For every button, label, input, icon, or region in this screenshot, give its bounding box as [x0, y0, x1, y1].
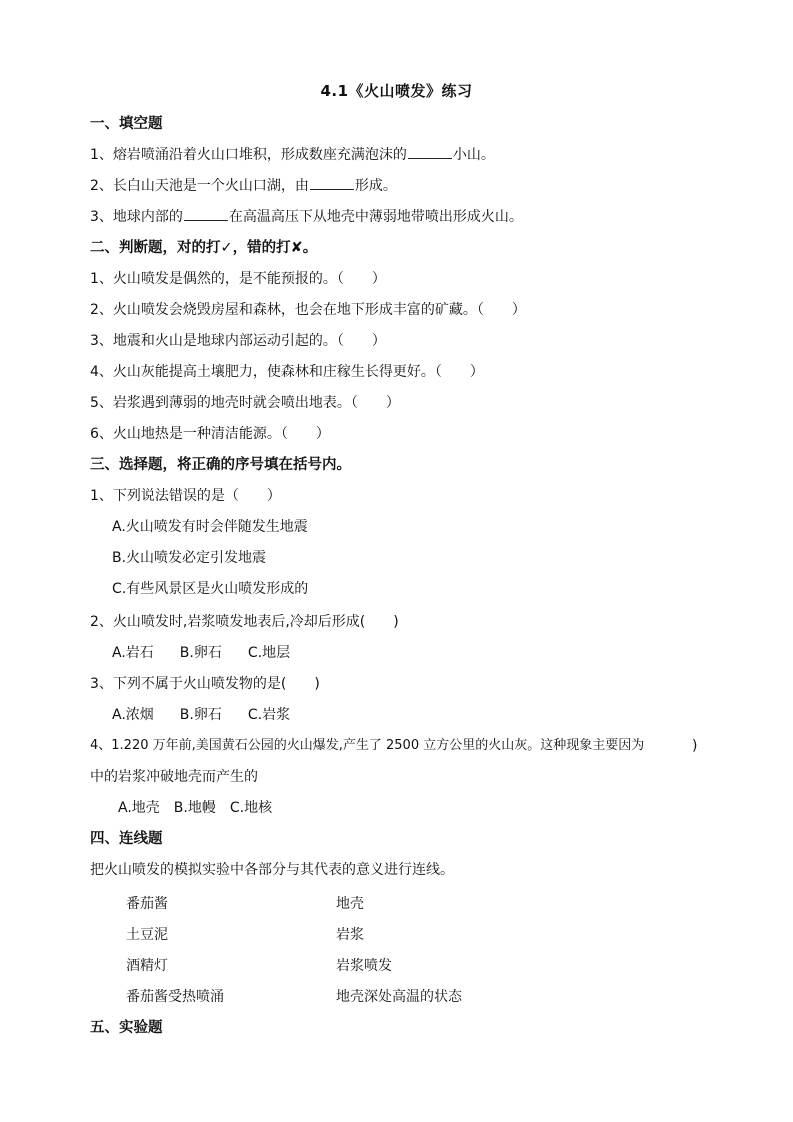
fill-question-1	[90, 145, 495, 165]
choice-2-option-c: C.地层	[247, 645, 291, 661]
judge-question-2: 2、火山喷发会烧毁房屋和森林，也会在地下形成丰富的矿藏。（ ）	[90, 302, 526, 318]
choice-1-option-a: A.火山喷发有时会伴随发生地震	[112, 519, 308, 535]
fill-question-1-text: 1、熔岩喷涌沿着火山口堆积，形成数座充满泡沫的	[90, 147, 407, 163]
answer-blank[interactable]	[310, 176, 354, 190]
choice-question-1: 1、下列说法错误的是（ ）	[90, 488, 281, 504]
choice-4-options	[118, 798, 272, 818]
section-fill-heading: 一、填空题	[90, 116, 163, 132]
match-instructions: 把火山喷发的模拟实验中各部分与其代表的意义进行连线。	[90, 862, 454, 878]
match-left-item[interactable]: 酒精灯	[126, 958, 168, 974]
section-judge-heading: 二、判断题，对的打✓，错的打✘。	[90, 240, 318, 256]
section-experiment-heading: 五、实验题	[90, 1020, 163, 1036]
choice-question-4-paren: )	[692, 738, 698, 754]
fill-question-2-end: 形成。	[354, 178, 397, 194]
fill-question-2	[90, 176, 397, 196]
match-right-item[interactable]: 岩浆	[336, 927, 364, 943]
match-right-item[interactable]: 地壳	[336, 896, 364, 912]
match-left-item[interactable]: 番茄酱受热喷涌	[126, 989, 224, 1005]
choice-3-options	[112, 705, 290, 725]
answer-blank[interactable]	[408, 145, 452, 159]
choice-2-options	[112, 643, 290, 663]
choice-4-option-b: B.地幔	[173, 800, 216, 816]
match-right-item[interactable]: 地壳深处高温的状态	[336, 989, 462, 1005]
fill-question-1-end: 小山。	[452, 147, 495, 163]
match-right-item[interactable]: 岩浆喷发	[336, 958, 392, 974]
choice-2-option-a: A.岩石	[112, 645, 154, 661]
page-title: 4.1《火山喷发》练习	[320, 82, 473, 100]
choice-1-option-b: B.火山喷发必定引发地震	[112, 550, 267, 566]
fill-question-3-text: 3、地球内部的	[90, 209, 183, 225]
judge-question-6: 6、火山地热是一种清洁能源。（ ）	[90, 426, 330, 442]
judge-question-3: 3、地震和火山是地球内部运动引起的。（ ）	[90, 333, 386, 349]
choice-2-option-b: B.卵石	[179, 645, 222, 661]
match-left-item[interactable]: 土豆泥	[126, 927, 168, 943]
choice-question-2: 2、火山喷发时,岩浆喷发地表后,冷却后形成( )	[90, 614, 399, 630]
fill-question-3	[90, 207, 523, 227]
choice-4-option-c: C.地核	[229, 800, 273, 816]
answer-blank[interactable]	[184, 207, 228, 221]
choice-1-option-c: C.有些风景区是火山喷发形成的	[112, 581, 309, 597]
fill-question-3-end: 在高温高压下从地壳中薄弱地带喷出形成火山。	[228, 209, 523, 225]
match-left-item[interactable]: 番茄酱	[126, 896, 168, 912]
choice-3-option-b: B.卵石	[179, 707, 222, 723]
section-choice-heading: 三、选择题，将正确的序号填在括号内。	[90, 457, 351, 473]
judge-question-1: 1、火山喷发是偶然的，是不能预报的。（ ）	[90, 271, 386, 287]
choice-question-3: 3、下列不属于火山喷发物的是( )	[90, 676, 320, 692]
choice-3-option-a: A.浓烟	[112, 707, 154, 723]
choice-4-option-a: A.地壳	[118, 800, 160, 816]
section-match-heading: 四、连线题	[90, 831, 163, 847]
choice-question-4-cont: 中的岩浆冲破地壳而产生的	[90, 769, 258, 785]
choice-question-4: 4、1.220 万年前,美国黄石公园的火山爆发,产生了 2500 立方公里的火山灰。这种现象主要因为	[90, 738, 645, 753]
judge-question-4: 4、火山灰能提高土壤肥力，使森林和庄稼生长得更好。（ ）	[90, 364, 484, 380]
choice-3-option-c: C.岩浆	[247, 707, 291, 723]
fill-question-2-text: 2、长白山天池是一个火山口湖，由	[90, 178, 309, 194]
judge-question-5: 5、岩浆遇到薄弱的地壳时就会喷出地表。（ ）	[90, 395, 400, 411]
